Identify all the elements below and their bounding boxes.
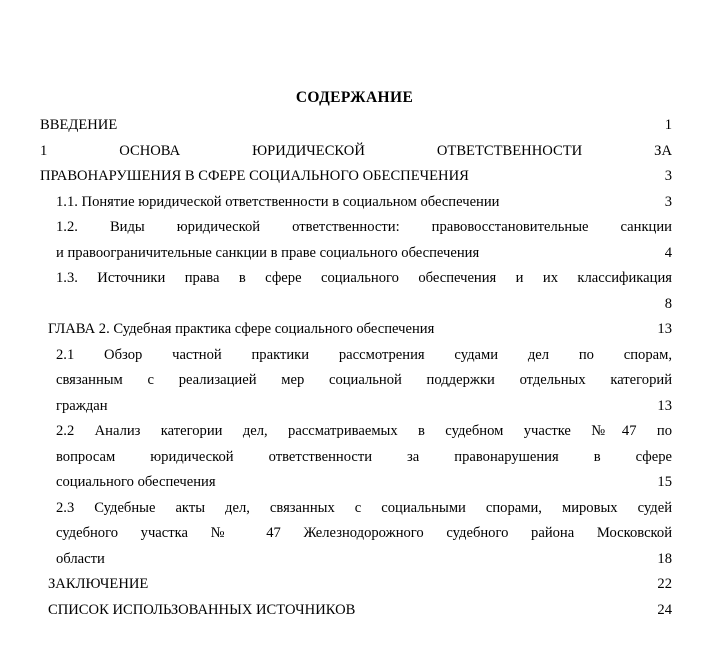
toc-entry-label-line-1: 2.1 Обзор частной практики рассмотрения судами дел по спорам, [56,346,672,363]
toc-entry-label-line-2: вопросам юридической ответственности за правонарушения в сфере [56,448,672,465]
dot-leader [56,293,665,308]
dot-leader [355,599,654,614]
toc-entry-section-2-1[interactable] [40,343,672,420]
toc-entry-chapter-2[interactable] [40,317,672,343]
toc-entry-line [56,470,672,496]
toc-entry-page: 13 [657,397,672,414]
toc-entry-label-line-2: ПРАВОНАРУШЕНИЯ В СФЕРЕ СОЦИАЛЬНОГО ОБЕСПЕЧЕНИЯ [40,168,469,184]
toc-entry-line [56,394,672,420]
toc-entry-label-line-2: связанным с реализацией мер социальной поддержки отдельных категорий [56,372,672,388]
toc-entry-page: 22 [657,576,672,592]
toc-entry-line [40,164,672,190]
dot-leader [148,573,654,588]
dot-leader [117,114,661,129]
toc-entry-label: ЗАКЛЮЧЕНИЕ [48,576,149,592]
toc-entry-label-line-1: 1.3. Источники права в сфере социального обеспечения и их классификация [56,270,672,286]
toc-entry-page: 3 [664,168,672,184]
toc-entry-page: 24 [657,601,672,618]
toc-entry-section-1-3[interactable] [40,266,672,317]
toc-entry-page: 15 [657,474,672,490]
toc-entry-label-line-1: 2.2 Анализ категории дел, рассматриваемых в судебном участке №47 по [56,423,672,439]
toc-entry-page: 1 [664,117,672,133]
dot-leader [499,191,661,206]
toc-entry-zaklyuchenie[interactable] [40,572,672,598]
toc-entry-label-line-1: 1 ОСНОВА ЮРИДИЧЕСКОЙ ОТВЕТСТВЕННОСТИ ЗА [40,142,672,159]
toc-entry-section-1-2[interactable] [40,215,672,266]
toc-entry-section-2-3[interactable] [40,496,672,573]
toc-entry-line [56,547,672,573]
toc-entry-spisok-istochnikov[interactable] [40,598,672,624]
toc-entry-section-1-1[interactable] [40,190,672,216]
toc-entry-label: ВВЕДЕНИЕ [40,117,118,133]
toc-entry-label-line-1: 2.3 Судебные акты дел, связанных с социальными спорами, мировых судей [56,499,672,516]
dot-leader [216,471,655,486]
toc-entry-chapter-1[interactable] [40,139,672,190]
toc-entry-line [56,190,672,216]
toc-entry-vvedenie[interactable] [40,113,672,139]
toc-entry-page: 13 [657,321,672,337]
page-title: СОДЕРЖАНИЕ [295,89,414,106]
toc-entry-label: ГЛАВА 2. Судебная практика сфере социального обеспечения [48,321,435,337]
dot-leader [479,242,662,257]
toc-entry-section-2-2[interactable] [40,419,672,496]
toc-entry-line [48,572,672,598]
toc-entry-line [48,598,672,624]
toc-entry-page: 18 [657,550,672,567]
toc-entry-page: 4 [664,244,672,261]
toc-entry-line [56,292,672,318]
toc-entry-line [48,317,672,343]
toc-entry-line [40,113,672,139]
table-of-contents [40,113,672,623]
toc-entry-label-line-3: граждан [56,397,108,414]
dot-leader [469,165,662,180]
toc-entry-label: 1.1. Понятие юридической ответственности в социальном обеспечении [56,193,500,210]
toc-entry-label-line-3: социального обеспечения [56,474,216,490]
toc-entry-page: 3 [664,193,672,210]
dot-leader [105,548,655,563]
toc-entry-label-line-2: и правоограничительные санкции в праве социального обеспечения [56,244,480,261]
toc-entry-label-line-2: судебного участка № 47 Железнодорожного судебного района Московской [56,525,672,541]
dot-leader [108,395,655,410]
toc-entry-label-line-3: области [56,550,105,567]
toc-entry-label-line-1: 1.2. Виды юридической ответственности: правовосстановительные санкции [56,219,672,235]
toc-entry-line [56,241,672,267]
toc-entry-page: 8 [664,295,672,312]
dot-leader [434,318,654,333]
toc-entry-label: СПИСОК ИСПОЛЬЗОВАННЫХ ИСТОЧНИКОВ [48,601,356,618]
